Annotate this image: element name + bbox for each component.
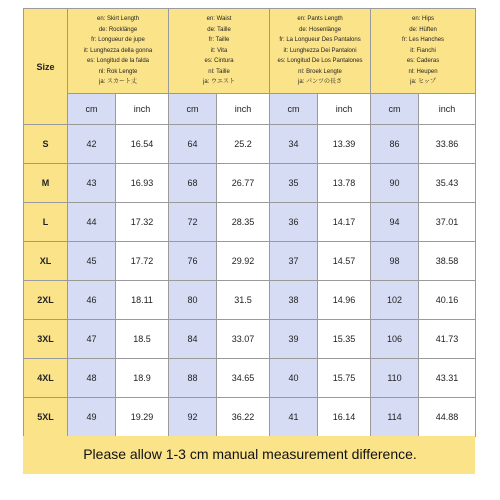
inch-value: 15.35 (318, 320, 371, 359)
table-row (24, 125, 476, 164)
measure-translation: es: Caderas (406, 58, 440, 65)
size-column-header: Size (24, 9, 68, 125)
unit-inch-2: inch (318, 94, 371, 125)
cm-value: 98 (371, 242, 419, 281)
measure-translation: de: Taille (207, 26, 231, 33)
inch-value: 17.32 (116, 203, 169, 242)
unit-cm-2: cm (270, 94, 318, 125)
cm-value: 39 (270, 320, 318, 359)
measure-translation: ja: ヒップ (410, 79, 436, 86)
measure-header-1 (169, 9, 270, 94)
cm-value: 40 (270, 359, 318, 398)
inch-value: 31.5 (217, 281, 270, 320)
cm-value: 76 (169, 242, 217, 281)
inch-value: 25.2 (217, 125, 270, 164)
cm-value: 38 (270, 281, 318, 320)
inch-value: 16.54 (116, 125, 169, 164)
cm-value: 41 (270, 398, 318, 437)
cm-value: 36 (270, 203, 318, 242)
size-table (23, 8, 476, 437)
inch-value: 40.16 (419, 281, 476, 320)
table-row (24, 398, 476, 437)
measure-translation: fr: Les Hanches (402, 37, 445, 44)
measure-translation: fr: La Longueur Des Pantalons (279, 37, 361, 44)
table-row (24, 203, 476, 242)
inch-value: 19.29 (116, 398, 169, 437)
measure-translation: en: Pants Length (297, 15, 343, 22)
cm-value: 114 (371, 398, 419, 437)
inch-value: 16.14 (318, 398, 371, 437)
measure-translation: it: Lunghezza della gonna (83, 47, 153, 54)
inch-value: 16.93 (116, 164, 169, 203)
inch-value: 34.65 (217, 359, 270, 398)
measure-translation: ja: ウエスト (203, 79, 236, 86)
cm-value: 92 (169, 398, 217, 437)
measure-translation: de: Rocklänge (98, 26, 138, 33)
size-label: 3XL (24, 320, 68, 359)
measurement-note: Please allow 1-3 cm manual measurement difference. (83, 446, 417, 462)
cm-value: 48 (68, 359, 116, 398)
cm-value: 106 (371, 320, 419, 359)
cm-value: 44 (68, 203, 116, 242)
table-row (24, 320, 476, 359)
size-label: M (24, 164, 68, 203)
table-row (24, 164, 476, 203)
unit-inch-1: inch (217, 94, 270, 125)
measure-translation: nl: Broek Lengte (298, 68, 342, 75)
measure-translation: fr: Taille (208, 37, 230, 44)
cm-value: 43 (68, 164, 116, 203)
cm-value: 46 (68, 281, 116, 320)
inch-value: 41.73 (419, 320, 476, 359)
inch-value: 14.57 (318, 242, 371, 281)
cm-value: 90 (371, 164, 419, 203)
size-label: L (24, 203, 68, 242)
cm-value: 68 (169, 164, 217, 203)
inch-value: 37.01 (419, 203, 476, 242)
cm-value: 64 (169, 125, 217, 164)
cm-value: 34 (270, 125, 318, 164)
unit-cm-3: cm (371, 94, 419, 125)
inch-value: 33.07 (217, 320, 270, 359)
inch-value: 18.11 (116, 281, 169, 320)
measure-header-0 (68, 9, 169, 94)
cm-value: 42 (68, 125, 116, 164)
unit-inch-3: inch (419, 94, 476, 125)
cm-value: 88 (169, 359, 217, 398)
cm-value: 35 (270, 164, 318, 203)
measure-translation: nl: Taille (208, 68, 230, 75)
measure-translation: en: Waist (206, 15, 232, 22)
inch-value: 14.17 (318, 203, 371, 242)
inch-value: 18.5 (116, 320, 169, 359)
inch-value: 15.75 (318, 359, 371, 398)
measure-header-3 (371, 9, 476, 94)
measure-translation: es: Longitud de la falda (86, 58, 150, 65)
inch-value: 13.39 (318, 125, 371, 164)
cm-value: 84 (169, 320, 217, 359)
size-label: XL (24, 242, 68, 281)
measure-translation: es: Longitud De Los Pantalones (277, 58, 363, 65)
unit-cm-1: cm (169, 94, 217, 125)
inch-value: 26.77 (217, 164, 270, 203)
measure-header-2 (270, 9, 371, 94)
cm-value: 102 (371, 281, 419, 320)
measure-translation: en: Hips (412, 15, 435, 22)
unit-header-row (24, 94, 476, 125)
unit-cm-0: cm (68, 94, 116, 125)
cm-value: 49 (68, 398, 116, 437)
cm-value: 94 (371, 203, 419, 242)
measure-translation: nl: Heupen (408, 68, 438, 75)
inch-value: 14.96 (318, 281, 371, 320)
table-row (24, 359, 476, 398)
inch-value: 13.78 (318, 164, 371, 203)
inch-value: 28.35 (217, 203, 270, 242)
size-label: S (24, 125, 68, 164)
measure-translation: nl: Rok Lengte (98, 68, 138, 75)
measure-translation: de: Hüften (409, 26, 437, 33)
unit-inch-0: inch (116, 94, 169, 125)
inch-value: 36.22 (217, 398, 270, 437)
measure-translation: it: Fianchi (410, 47, 436, 54)
inch-value: 33.86 (419, 125, 476, 164)
measure-translation: fr: Longueur de jupe (91, 37, 145, 44)
measure-translation: ja: パンツの長さ (298, 79, 343, 86)
size-label: 4XL (24, 359, 68, 398)
measure-translation: de: Hosenlänge (299, 26, 342, 33)
inch-value: 38.58 (419, 242, 476, 281)
cm-value: 72 (169, 203, 217, 242)
cm-value: 86 (371, 125, 419, 164)
measure-translation: en: Skirt Length (96, 15, 140, 22)
size-label: 5XL (24, 398, 68, 437)
table-row (24, 281, 476, 320)
measure-translation: es: Cintura (204, 58, 234, 65)
cm-value: 45 (68, 242, 116, 281)
measure-translation: it: Vita (210, 47, 228, 54)
inch-value: 43.31 (419, 359, 476, 398)
inch-value: 35.43 (419, 164, 476, 203)
size-label: 2XL (24, 281, 68, 320)
inch-value: 18.9 (116, 359, 169, 398)
inch-value: 17.72 (116, 242, 169, 281)
cm-value: 47 (68, 320, 116, 359)
inch-value: 29.92 (217, 242, 270, 281)
measurement-header-row (24, 9, 476, 94)
cm-value: 80 (169, 281, 217, 320)
measure-translation: it: Lunghezza Dei Pantaloni (283, 47, 357, 54)
inch-value: 44.88 (419, 398, 476, 437)
cm-value: 37 (270, 242, 318, 281)
measure-translation: ja: スカート丈 (99, 79, 138, 86)
table-row (24, 242, 476, 281)
cm-value: 110 (371, 359, 419, 398)
